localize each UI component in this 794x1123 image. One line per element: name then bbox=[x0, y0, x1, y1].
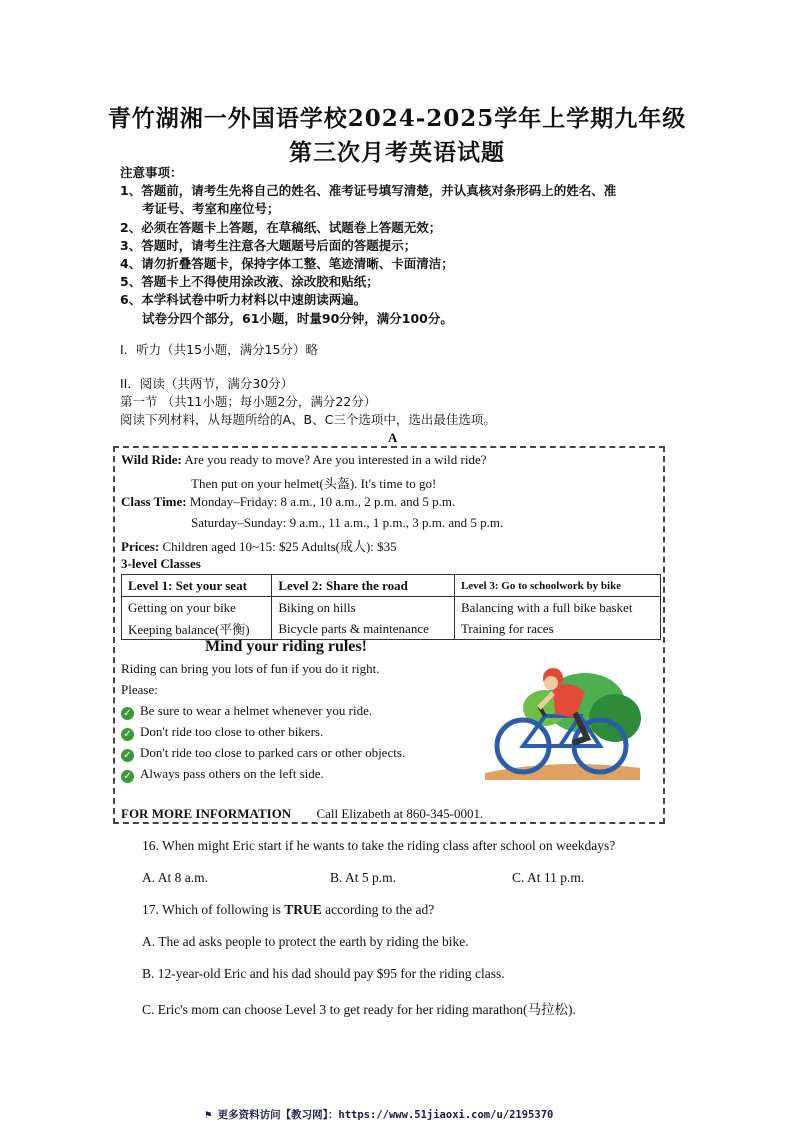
levels-heading: 3-level Classes bbox=[121, 556, 201, 571]
flag-icon: ⚑ bbox=[205, 1109, 218, 1121]
notice-item: 5、答题卡上不得使用涂改液、涂改胶和贴纸； bbox=[120, 274, 379, 290]
section-listening: I．听力（共15小题，满分15分）略 bbox=[120, 342, 318, 357]
rule-item: ✓ Always pass others on the left side. bbox=[121, 766, 324, 783]
class-time-label: Class Time: bbox=[121, 494, 187, 509]
notice-item: 3、答题时，请考生注意各大题题号后面的答题提示； bbox=[120, 237, 417, 253]
class-time-line bbox=[121, 494, 455, 510]
question-17-stem: 17. Which of following is TRUE according to the ad? bbox=[142, 902, 435, 917]
notice-item: 1、答题前，请考生先将自己的姓名、准考证号填写清楚，并认真核对条形码上的姓名、准 bbox=[120, 183, 617, 199]
wild-ride-text-2: Then put on your helmet(头盔). It's time to go! bbox=[191, 476, 437, 491]
check-icon: ✓ bbox=[121, 707, 134, 720]
rules-intro: Riding can bring you lots of fun if you do it right. bbox=[121, 661, 380, 676]
question-16-option-b[interactable]: B. At 5 p.m. bbox=[330, 870, 397, 885]
exam-title-line1: 青竹湖湘一外国语学校2024-2025学年上学期九年级 bbox=[107, 105, 687, 132]
question-16-option-a[interactable]: A. At 8 a.m. bbox=[142, 870, 208, 885]
level-3-title: Level 3: Go to schoolwork by bike bbox=[454, 575, 660, 597]
notice-item: 6、本学科试卷中听力材料以中速朗读两遍。 bbox=[120, 292, 367, 308]
prices-text: Children aged 10~15: $25 Adults(成人): $35 bbox=[162, 539, 397, 554]
prices-line bbox=[121, 536, 397, 555]
section-instruction: 阅读下列材料，从每题所给的A、B、C三个选项中，选出最佳选项。 bbox=[120, 412, 496, 427]
section-part1: 第一节 （共11小题；每小题2分，满分22分） bbox=[120, 394, 377, 409]
section-reading: II．阅读（共两节，满分30分） bbox=[120, 376, 294, 391]
level-3-item: Training for races bbox=[454, 618, 660, 640]
question-16-stem: 16. When might Eric start if he wants to take the riding class after school on weekdays? bbox=[142, 838, 616, 853]
rules-please: Please: bbox=[121, 682, 158, 697]
class-time-weekday: Monday–Friday: 8 a.m., 10 a.m., 2 p.m. and 5 p.m. bbox=[189, 494, 456, 509]
check-icon: ✓ bbox=[121, 749, 134, 762]
exam-title-line2: 第三次月考英语试题 bbox=[289, 139, 505, 166]
level-3-item: Balancing with a full bike basket bbox=[454, 597, 660, 619]
passage-letter: A bbox=[388, 430, 398, 445]
level-2-title: Level 2: Share the road bbox=[272, 575, 455, 597]
rules-title: Mind your riding rules! bbox=[205, 638, 367, 655]
wild-ride-line bbox=[121, 452, 487, 468]
class-time-weekend: Saturday–Sunday: 9 a.m., 11 a.m., 1 p.m., 3 p.m. and 5 p.m. bbox=[191, 515, 504, 530]
notice-summary: 试卷分四个部分，61小题，时量90分钟，满分100分。 bbox=[142, 310, 453, 326]
riding-ad-box bbox=[113, 446, 665, 824]
cyclist-illustration bbox=[475, 648, 645, 788]
check-icon: ✓ bbox=[121, 770, 134, 783]
footer-link[interactable]: ⚑ 更多资料访问【教习网】：https://www.51jiaoxi.com/u/2195370 bbox=[205, 1109, 554, 1121]
level-1-title: Level 1: Set your seat bbox=[122, 575, 272, 597]
rule-item: ✓ Don't ride too close to other bikers. bbox=[121, 724, 323, 741]
more-info-text: Call Elizabeth at 860-345-0001. bbox=[316, 806, 484, 821]
rule-item: ✓ Be sure to wear a helmet whenever you ride. bbox=[121, 703, 372, 720]
prices-label: Prices: bbox=[121, 539, 160, 554]
notice-block bbox=[120, 164, 680, 328]
rule-item: ✓ Don't ride too close to parked cars or other objects. bbox=[121, 745, 405, 762]
notice-heading: 注意事项： bbox=[120, 165, 183, 180]
level-2-item: Biking on hills bbox=[272, 597, 455, 619]
notice-item: 2、必须在答题卡上答题，在草稿纸、试题卷上答题无效； bbox=[120, 219, 442, 235]
level-2-item: Bicycle parts & maintenance bbox=[272, 618, 455, 640]
wild-ride-text: Are you ready to move? Are you interested in a wild ride? bbox=[184, 452, 487, 467]
wild-ride-label: Wild Ride: bbox=[121, 452, 182, 467]
more-info-label: FOR MORE INFORMATION bbox=[121, 806, 292, 821]
level-1-item: Getting on your bike bbox=[122, 597, 272, 619]
more-info-line bbox=[121, 806, 483, 822]
check-icon: ✓ bbox=[121, 728, 134, 741]
level-1-item: Keeping balance(平衡) bbox=[122, 618, 272, 640]
notice-item: 考证号、考室和座位号； bbox=[142, 201, 280, 217]
question-17-option-c[interactable]: C. Eric's mom can choose Level 3 to get ready for her riding marathon(马拉松). bbox=[142, 1002, 576, 1017]
question-17-option-b[interactable]: B. 12-year-old Eric and his dad should pay $95 for the riding class. bbox=[142, 966, 505, 981]
levels-table bbox=[121, 574, 661, 640]
question-17-option-a[interactable]: A. The ad asks people to protect the earth by riding the bike. bbox=[142, 934, 469, 949]
question-16-option-c[interactable]: C. At 11 p.m. bbox=[512, 870, 585, 885]
notice-item: 4、请勿折叠答题卡，保持字体工整、笔迹清晰、卡面清洁； bbox=[120, 256, 454, 272]
